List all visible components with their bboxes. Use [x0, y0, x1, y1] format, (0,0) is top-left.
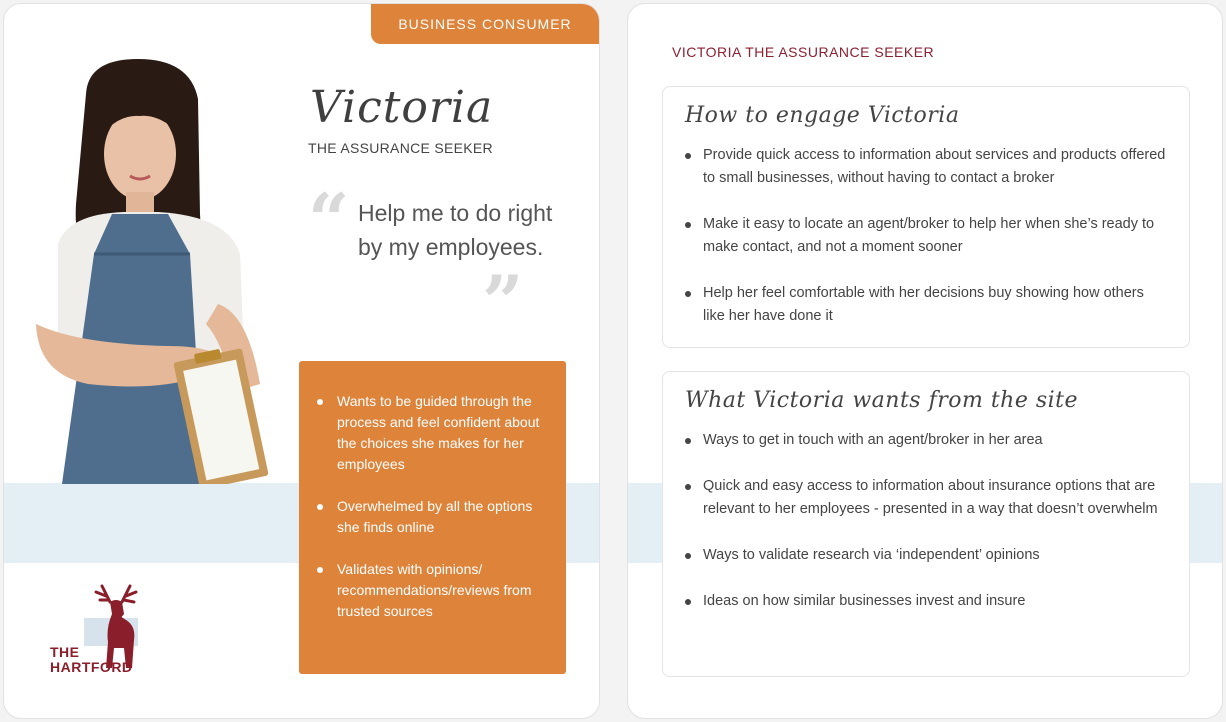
trait-item: Validates with opinions/ recommendations/reviews from trusted sources	[317, 559, 552, 622]
engage-title: How to engage Victoria	[685, 103, 960, 128]
wants-item: Ideas on how similar businesses invest and insure	[685, 590, 1167, 613]
traits-box	[299, 361, 566, 674]
persona-card	[3, 3, 600, 719]
brand-logo-line: HARTFORD	[50, 659, 133, 675]
engage-section	[662, 86, 1190, 348]
traits-list	[317, 391, 552, 622]
wants-item: Quick and easy access to information about insurance options that are relevant to her employees - presented in a way that doesn’t overwhelm	[685, 475, 1167, 521]
engage-item: Make it easy to locate an agent/broker to help her when she’s ready to make contact, and not a moment sooner	[685, 213, 1167, 259]
wants-item: Ways to get in touch with an agent/broker in her area	[685, 429, 1167, 452]
segment-tag: BUSINESS CONSUMER	[371, 4, 599, 44]
open-quote-icon: “	[308, 177, 350, 262]
engage-list	[685, 144, 1167, 328]
wants-list	[685, 429, 1167, 613]
wants-title: What Victoria wants from the site	[685, 388, 1079, 413]
brand-logo-text	[50, 645, 133, 675]
engage-item: Help her feel comfortable with her decisions buy showing how others like her have done it	[685, 282, 1167, 328]
close-quote-icon: ”	[482, 259, 524, 344]
engagement-card	[627, 3, 1223, 719]
persona-name: Victoria	[310, 82, 494, 133]
persona-heading: VICTORIA THE ASSURANCE SEEKER	[672, 44, 935, 60]
persona-subtitle: THE ASSURANCE SEEKER	[308, 140, 493, 156]
persona-photo	[28, 54, 288, 484]
trait-item: Wants to be guided through the process and feel confident about the choices she makes for her employees	[317, 391, 552, 475]
wants-item: Ways to validate research via ‘independent’ opinions	[685, 544, 1167, 567]
wants-section	[662, 371, 1190, 677]
persona-quote: Help me to do right by my employees.	[358, 200, 553, 260]
engage-item: Provide quick access to information about services and products offered to small businesses, without having to contact a broker	[685, 144, 1167, 190]
trait-item: Overwhelmed by all the options she finds online	[317, 496, 552, 538]
brand-logo-line: THE	[50, 644, 80, 660]
